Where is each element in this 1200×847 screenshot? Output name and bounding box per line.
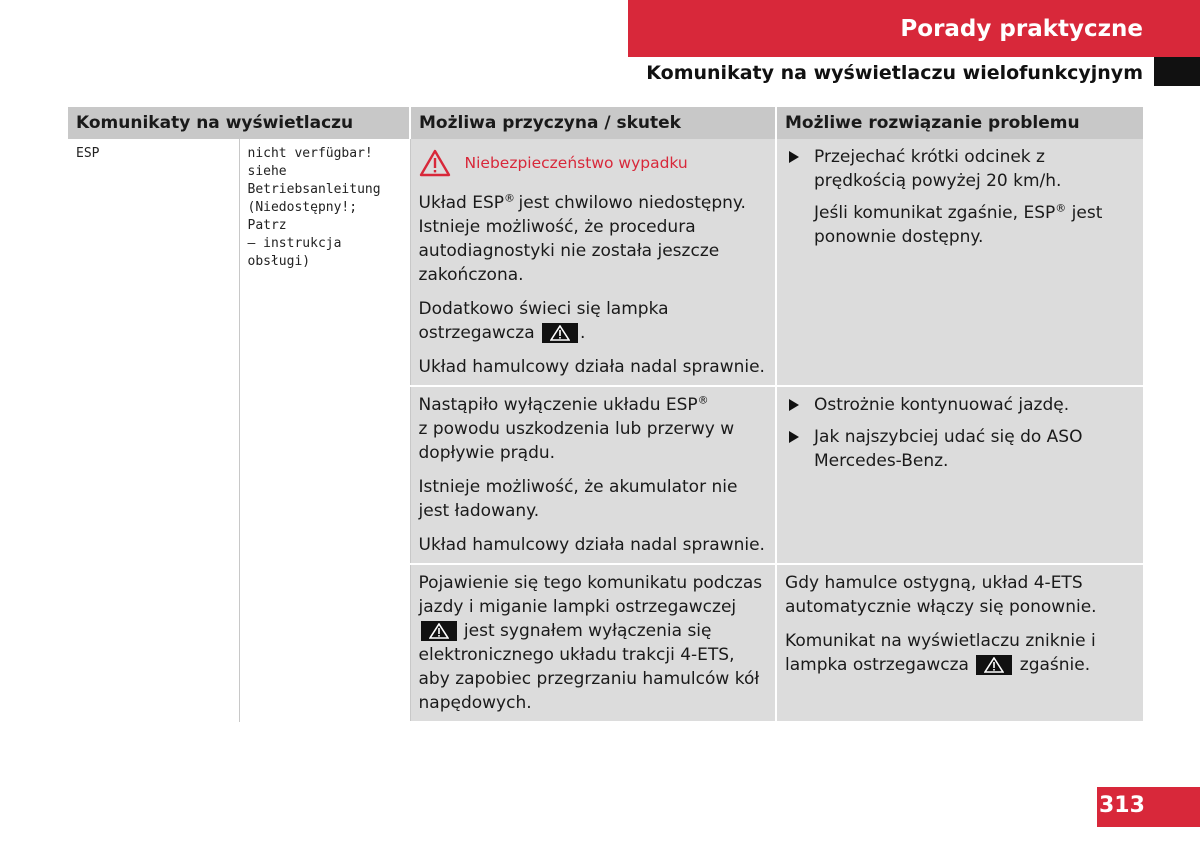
warning-lamp-icon — [542, 323, 578, 343]
column-header-cause: Możliwa przyczyna / skutek — [410, 107, 776, 139]
cause-paragraph: Istnieje możliwość, że akumulator nie jest ładowany. — [418, 477, 738, 521]
danger-notice — [419, 149, 768, 177]
cause-paragraph: Nastąpiło wyłączenie układu ESP® z powodu uszkodzenia lub przerwy w dopływie prądu. — [418, 393, 735, 463]
cause-cell — [410, 386, 776, 564]
list-item: Jak najszybciej udać się do ASO Mercedes-Benz. — [785, 425, 1135, 473]
solution-paragraph: Gdy hamulce ostygną, układ 4-ETS automatycznie włączy się ponownie. — [785, 573, 1097, 617]
danger-label: Niebezpieczeństwo wypadku — [464, 154, 688, 172]
cause-paragraph: Układ ESP® jest chwilowo niedostępny. Istnieje możliwość, że procedura autodiagnostyki nie została jeszcze zakończona. — [418, 191, 746, 285]
solution-list — [785, 145, 1135, 193]
list-item: Przejechać krótki odcinek z prędkością powyżej 20 km/h. — [785, 145, 1135, 193]
solution-list — [785, 393, 1135, 473]
page-number: 313 — [1097, 787, 1200, 827]
header-tab-marker — [1154, 57, 1200, 86]
cause-paragraph: Układ hamulcowy działa nadal sprawnie. — [418, 357, 765, 377]
arrow-bullet-icon — [789, 151, 799, 163]
solution-note: Jeśli komunikat zgaśnie, ESP® jest ponownie dostępny. — [814, 201, 1103, 247]
cause-paragraph: Dodatkowo świeci się lampka ostrzegawcza . — [418, 299, 669, 343]
warning-lamp-icon — [421, 621, 457, 641]
section-title: Porady praktyczne — [900, 15, 1143, 42]
cause-paragraph: Pojawienie się tego komunikatu podczas jazdy i miganie lampki ostrzegawczej jest sygnałem wyłączenia się elektronicznego układu trakcji 4-ETS, aby zapobiec przegrzaniu hamulców kół napędowych. — [418, 573, 763, 713]
warning-lamp-icon — [976, 655, 1012, 675]
warning-triangle-icon — [419, 149, 451, 177]
arrow-bullet-icon — [789, 431, 799, 443]
list-item: Ostrożnie kontynuować jazdę. — [785, 393, 1135, 417]
column-header-solution: Możliwe rozwiązanie problemu — [776, 107, 1143, 139]
column-header-display: Komunikaty na wyświetlaczu — [68, 107, 410, 139]
solution-paragraph: Komunikat na wyświetlaczu zniknie i lampka ostrzegawcza zgaśnie. — [785, 631, 1096, 675]
page-subtitle: Komunikaty na wyświetlaczu wielofunkcyjnym — [646, 62, 1143, 84]
table-row — [68, 139, 1143, 386]
cause-cell — [410, 139, 776, 386]
cause-paragraph: Układ hamulcowy działa nadal sprawnie. — [418, 535, 765, 555]
table-header-row — [68, 107, 1143, 139]
cause-cell — [410, 564, 776, 722]
arrow-bullet-icon — [789, 399, 799, 411]
messages-table — [68, 107, 1143, 723]
display-message: nicht verfügbar! siehe Betriebsanleitung (Niedostępny!; Patrz – instrukcja obsługi) — [239, 139, 410, 722]
section-banner — [628, 0, 1200, 57]
solution-cell — [776, 139, 1143, 386]
display-code: ESP — [68, 139, 239, 722]
solution-cell — [776, 386, 1143, 564]
solution-cell — [776, 564, 1143, 722]
